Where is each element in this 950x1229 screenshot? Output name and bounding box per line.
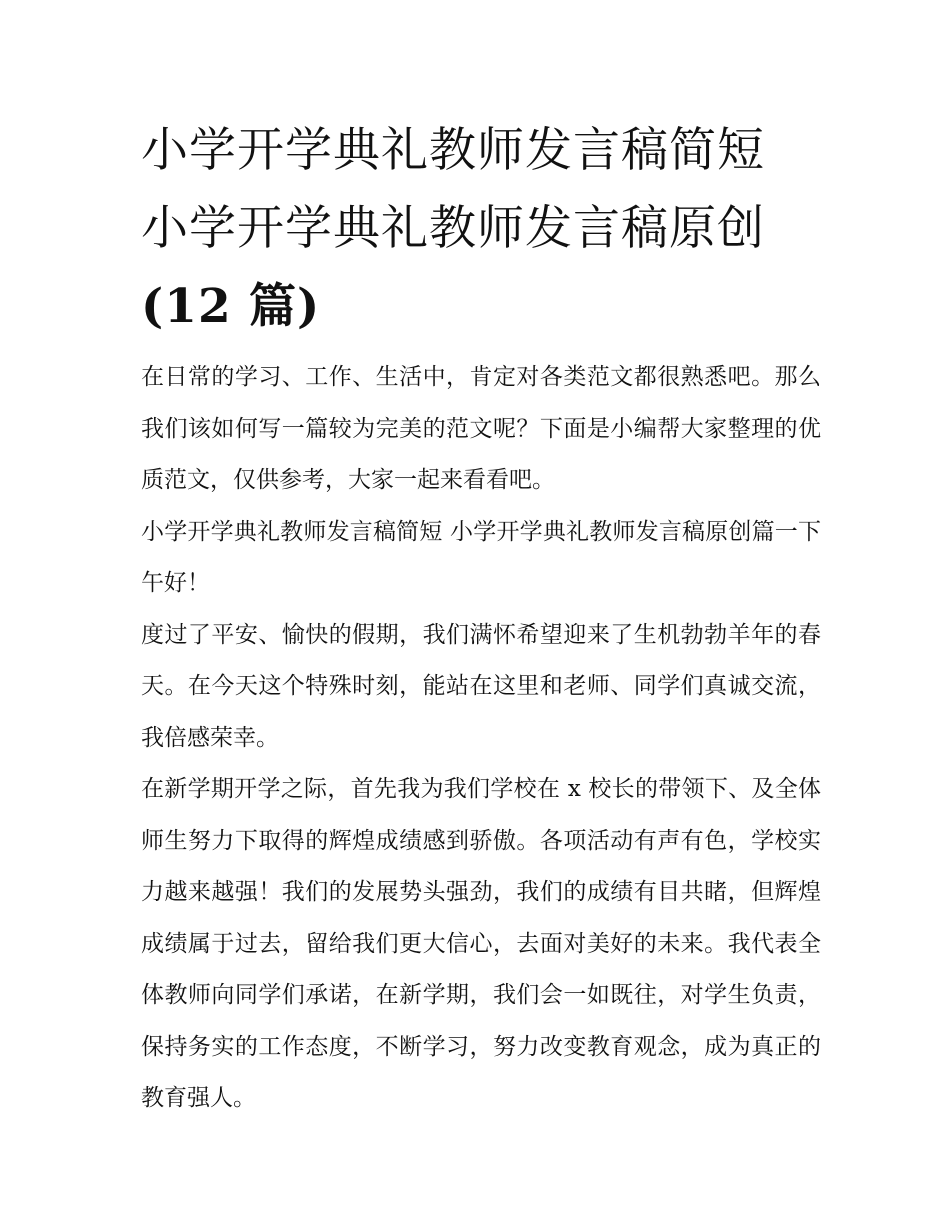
title-line-1: 小学开学典礼教师发言稿简短 xyxy=(141,123,765,178)
document-title xyxy=(141,112,821,346)
document-body xyxy=(141,352,821,1125)
intro-paragraph: 在日常的学习、工作、生活中，肯定对各类范文都很熟悉吧。那么我们该如何写一篇较为完美的范文呢？下面是小编帮大家整理的优质范文，仅供参考，大家一起来看看吧。 xyxy=(141,364,821,493)
title-line-3: (12 篇) xyxy=(141,279,321,334)
body-paragraph-1: 度过了平安、愉快的假期，我们满怀希望迎来了生机勃勃羊年的春天。在今天这个特殊时刻，能站在这里和老师、同学们真诚交流，我倍感荣幸。 xyxy=(141,621,821,751)
body-paragraph-2: 在新学期开学之际，首先我为我们学校在 x 校长的带领下、及全体师生努力下取得的辉煌成绩感到骄傲。各项活动有声有色，学校实力越来越强！我们的发展势头强劲，我们的成绩有目共睹，但辉煌成绩属于过去，留给我们更大信心，去面对美好的未来。我代表全体教师向同学们承诺，在新学期，我们会一如既往，对学生负责，保持务实的工作态度，不断学习，努力改变教育观念，成为真正的教育强人。 xyxy=(141,776,821,1111)
title-line-2: 小学开学典礼教师发言稿原创 xyxy=(141,201,765,256)
section-heading-paragraph: 小学开学典礼教师发言稿简短 小学开学典礼教师发言稿原创篇一下午好！ xyxy=(141,518,821,596)
